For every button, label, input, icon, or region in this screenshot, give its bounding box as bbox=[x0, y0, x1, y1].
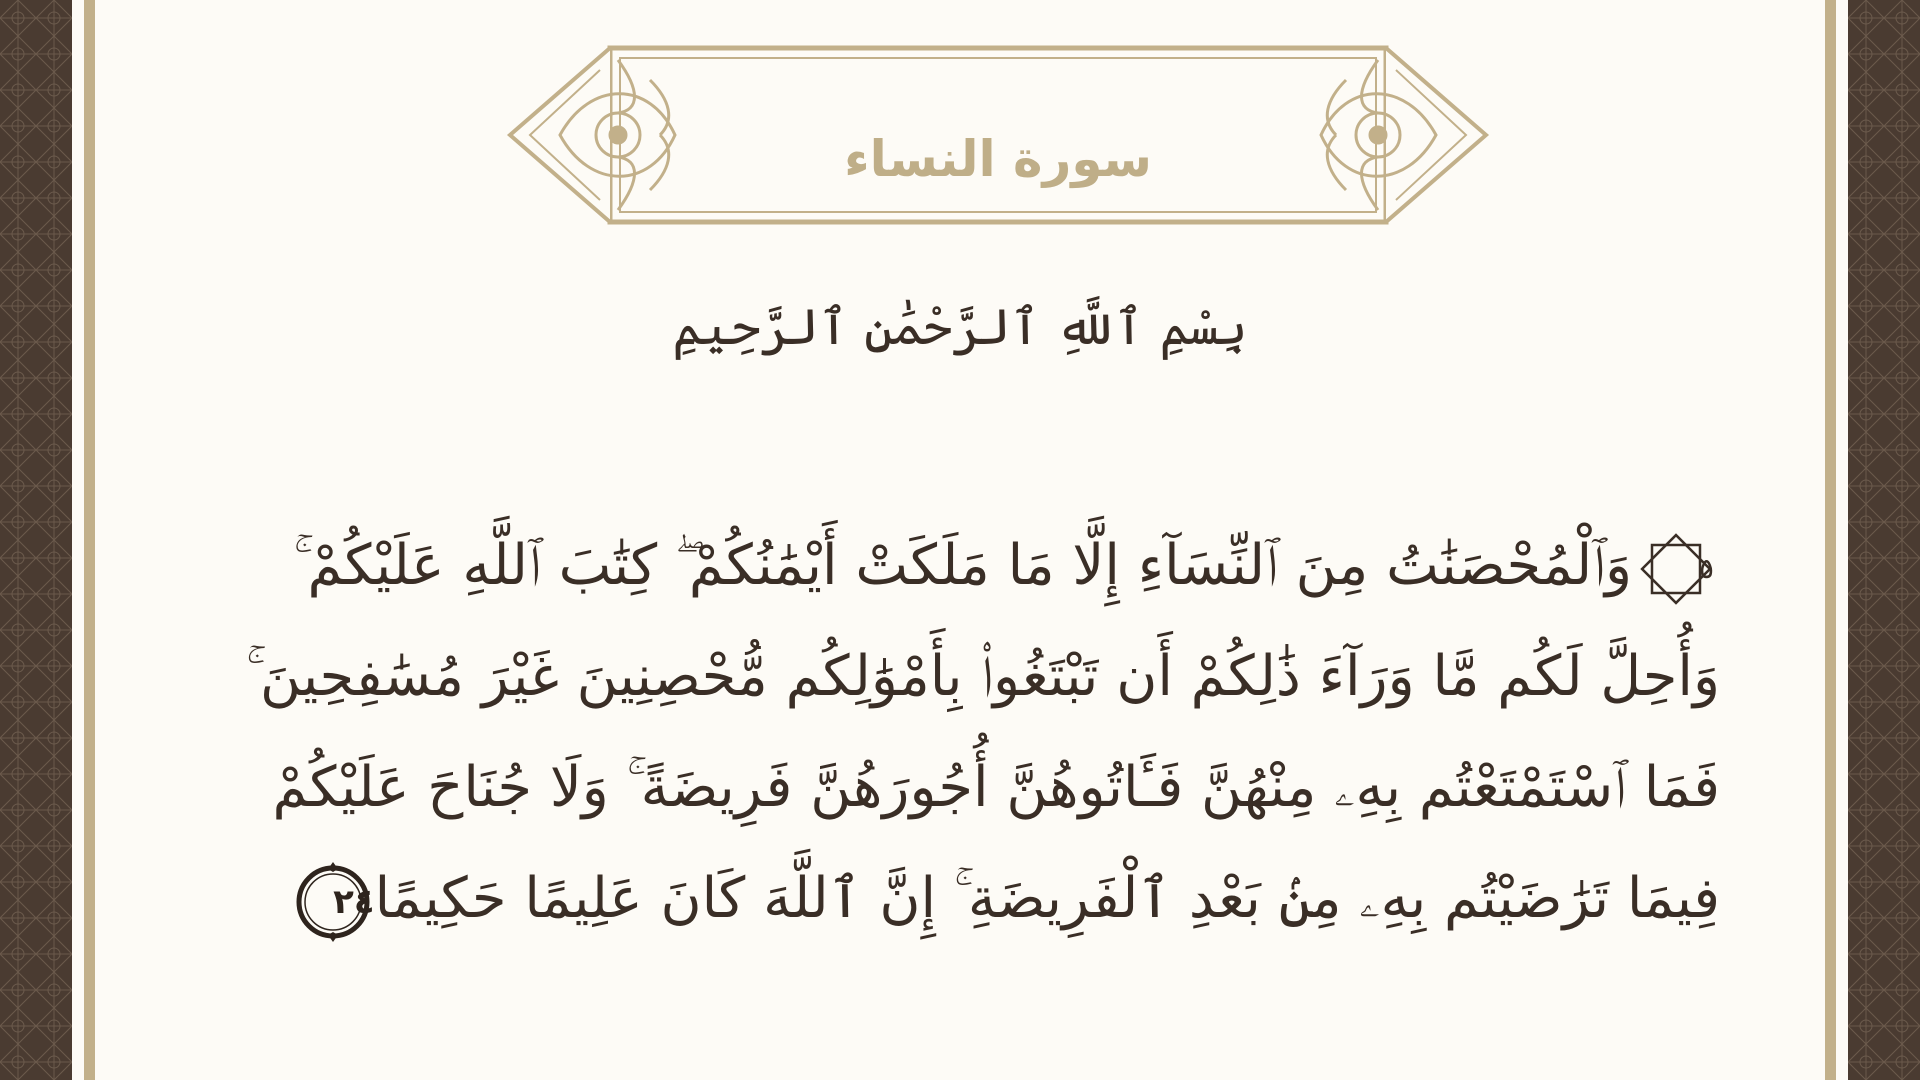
ayah-end-marker-icon bbox=[291, 860, 375, 944]
surah-header-frame bbox=[500, 40, 1496, 230]
surah-title: سورة النساء bbox=[844, 130, 1152, 188]
verse-line-3: فَمَا ٱسْتَمْتَعْتُم بِهِۦ مِنْهُنَّ فَـَٔاتُوهُنَّ أُجُورَهُنَّ فَرِيضَةً ۚ وَلَا جُنَاحَ عَلَيْكُمْ bbox=[272, 755, 1720, 820]
verse-text bbox=[202, 510, 1720, 954]
left-gold-rule bbox=[84, 0, 95, 1080]
hizb-marker-icon bbox=[1638, 531, 1714, 607]
verse-line-1 bbox=[202, 510, 1720, 621]
verse-line-4-text: فِيمَا تَرَٰضَيْتُم بِهِۦ مِنۢ بَعْدِ ٱلْفَرِيضَةِ ۚ إِنَّ ٱللَّهَ كَانَ عَلِيمًا حَكِيمًا bbox=[374, 866, 1720, 931]
verse-line-4 bbox=[202, 843, 1720, 954]
right-gold-rule bbox=[1825, 0, 1836, 1080]
bismillah: بِسْمِ ٱللَّهِ ٱلرَّحْمَٰنِ ٱلرَّحِيمِ bbox=[672, 298, 1248, 356]
mushaf-page bbox=[72, 0, 1848, 1080]
hizb-marker-number: ٥ bbox=[1698, 551, 1714, 585]
ayah-number: ٢٤ bbox=[333, 881, 375, 922]
right-border-pattern bbox=[1848, 0, 1920, 1080]
left-border-pattern bbox=[0, 0, 72, 1080]
verse-line-1-text: وَٱلْمُحْصَنَٰتُ مِنَ ٱلنِّسَآءِ إِلَّا مَا مَلَكَتْ أَيْمَٰنُكُمْ ۖ كِتَٰبَ ٱللَّهِ عَلَيْكُمْ ۚ bbox=[293, 533, 1632, 598]
verse-line-2: وَأُحِلَّ لَكُم مَّا وَرَآءَ ذَٰلِكُمْ أَن تَبْتَغُوا۟ بِأَمْوَٰلِكُم مُّحْصِنِينَ غَيْرَ مُسَٰفِحِينَ ۚ bbox=[246, 644, 1720, 709]
